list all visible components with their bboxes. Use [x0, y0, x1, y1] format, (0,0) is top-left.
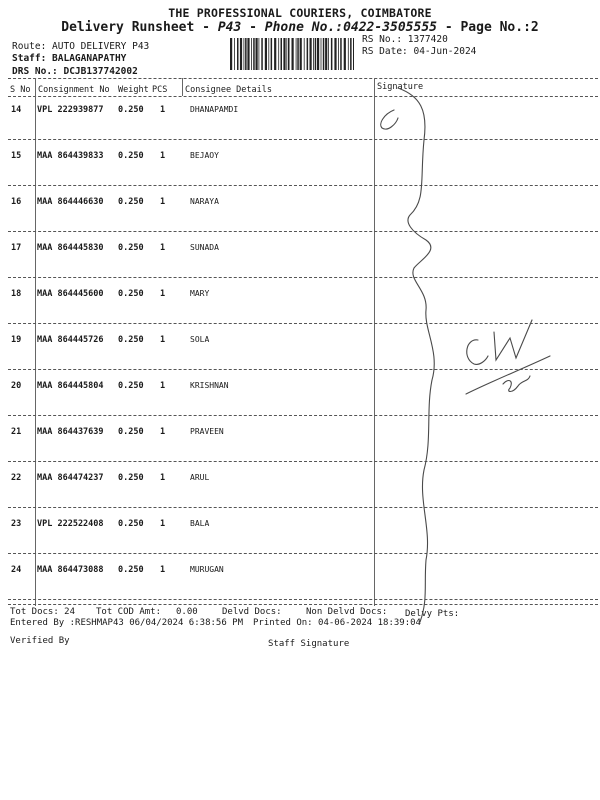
row-weight: 0.250	[118, 151, 144, 161]
barcode-bar	[350, 38, 352, 70]
runsheet-label: Delivery Runsheet -	[61, 20, 210, 35]
table-row	[0, 105, 600, 125]
barcode-bar	[297, 38, 299, 70]
row-weight: 0.250	[118, 243, 144, 253]
row-consignment-no: MAA 864445600	[37, 289, 104, 299]
barcode-bar	[259, 38, 260, 70]
barcode-bar	[281, 38, 283, 70]
row-pcs: 1	[160, 335, 166, 345]
row-separator	[8, 185, 598, 186]
barcode-bar	[237, 38, 239, 70]
table-top-rule	[8, 78, 598, 79]
row-separator	[8, 553, 598, 554]
row-consignee: ARUL	[190, 473, 210, 482]
barcode-bar	[292, 38, 294, 70]
phone-number: 0422-3505555	[343, 20, 437, 35]
row-sno: 18	[11, 289, 22, 299]
row-consignment-no: MAA 864446630	[37, 197, 104, 207]
barcode-bar	[256, 38, 258, 70]
staff-signature-label: Staff Signature	[268, 639, 350, 649]
barcode-bar	[240, 38, 242, 70]
row-consignee: DHANAPAMDI	[190, 105, 239, 114]
row-separator	[8, 599, 598, 600]
barcode-bar	[344, 38, 346, 70]
row-pcs: 1	[160, 473, 166, 483]
row-consignee: BEJAOY	[190, 151, 219, 160]
row-weight: 0.250	[118, 105, 144, 115]
row-consignment-no: MAA 864445726	[37, 335, 104, 345]
table-row	[0, 427, 600, 447]
barcode-bar	[230, 38, 232, 70]
barcode-image	[230, 38, 354, 70]
row-consignee: KRISHNAN	[190, 381, 229, 390]
barcode-bar	[283, 38, 285, 70]
col-header-consignment: Consignment No	[38, 85, 110, 95]
row-sno: 14	[11, 105, 22, 115]
barcode-bar	[286, 38, 287, 70]
row-weight: 0.250	[118, 473, 144, 483]
col-header-consignee: Consignee Details	[185, 85, 272, 95]
barcode-bar	[348, 38, 349, 70]
barcode-bar	[315, 38, 317, 70]
row-weight: 0.250	[118, 381, 144, 391]
barcode-bar	[244, 38, 245, 70]
row-separator	[8, 507, 598, 508]
entered-by: Entered By :RESHMAP43 06/04/2024 6:38:56 PM	[10, 618, 243, 628]
row-separator	[8, 277, 598, 278]
barcode-bar	[245, 38, 247, 70]
page-number: - Page No.:2	[444, 20, 539, 35]
row-consignee: BALA	[190, 519, 210, 528]
row-weight: 0.250	[118, 289, 144, 299]
row-sno: 23	[11, 519, 22, 529]
row-consignee: SUNADA	[190, 243, 219, 252]
row-pcs: 1	[160, 151, 166, 161]
barcode-bar	[300, 38, 302, 70]
row-pcs: 1	[160, 243, 166, 253]
barcode-bar	[251, 38, 252, 70]
barcode-bar	[271, 38, 273, 70]
row-sno: 24	[11, 565, 22, 575]
row-consignment-no: MAA 864474237	[37, 473, 104, 483]
table-row	[0, 243, 600, 263]
row-pcs: 1	[160, 105, 166, 115]
staff-label: Staff: BALAGANAPATHY	[12, 53, 127, 64]
rs-number: RS No.: 1377420	[362, 34, 448, 45]
company-title: THE PROFESSIONAL COURIERS, COIMBATORE	[168, 6, 432, 20]
row-consignment-no: MAA 864473088	[37, 565, 104, 575]
row-consignment-no: MAA 864445804	[37, 381, 104, 391]
row-separator	[8, 323, 598, 324]
row-sno: 21	[11, 427, 22, 437]
barcode-bar	[253, 38, 255, 70]
header-rule	[8, 96, 598, 97]
row-pcs: 1	[160, 519, 166, 529]
row-sno: 22	[11, 473, 22, 483]
barcode-bar	[334, 38, 336, 70]
barcode-bar	[261, 38, 263, 70]
row-weight: 0.250	[118, 197, 144, 207]
printed-on: Printed On: 04-06-2024 18:39:04	[253, 618, 421, 628]
table-row	[0, 519, 600, 539]
footer-rule	[8, 604, 598, 605]
row-sno: 20	[11, 381, 22, 391]
barcode-bar	[338, 38, 339, 70]
runsheet-heading: Delivery Runsheet - P43 - Phone No.:0422-3505555 - Page No.:2	[61, 20, 539, 35]
barcode-bar	[310, 38, 312, 70]
barcode-bar	[234, 38, 235, 70]
row-pcs: 1	[160, 289, 166, 299]
barcode-bar	[353, 38, 354, 70]
runsheet-code: P43	[217, 20, 242, 35]
rs-date: RS Date: 04-Jun-2024	[362, 46, 477, 57]
row-sno: 16	[11, 197, 22, 207]
table-row	[0, 565, 600, 585]
row-consignee: PRAVEEN	[190, 427, 224, 436]
row-consignment-no: VPL 222939877	[37, 105, 104, 115]
barcode-bar	[274, 38, 276, 70]
row-consignee: SOLA	[190, 335, 210, 344]
row-consignment-no: VPL 222522408	[37, 519, 104, 529]
row-sno: 17	[11, 243, 22, 253]
row-separator	[8, 461, 598, 462]
barcode-bar	[313, 38, 314, 70]
barcode-bar	[325, 38, 327, 70]
row-pcs: 1	[160, 381, 166, 391]
row-separator	[8, 415, 598, 416]
row-consignee: MARY	[190, 289, 210, 298]
row-weight: 0.250	[118, 519, 144, 529]
col-header-pcs: PCS	[152, 85, 168, 95]
row-consignment-no: MAA 864445830	[37, 243, 104, 253]
barcode-bar	[340, 38, 342, 70]
row-sno: 19	[11, 335, 22, 345]
row-pcs: 1	[160, 197, 166, 207]
table-row	[0, 289, 600, 309]
total-cod-value: 0.00	[176, 607, 198, 617]
row-weight: 0.250	[118, 427, 144, 437]
row-consignment-no: MAA 864437639	[37, 427, 104, 437]
table-row	[0, 381, 600, 401]
delivery-points: Delvy Pts:	[405, 609, 460, 619]
row-pcs: 1	[160, 427, 166, 437]
col-header-sno: S No	[10, 85, 31, 95]
col-header-signature: Signature	[377, 82, 424, 92]
total-cod-label: Tot COD Amt:	[96, 607, 162, 617]
verified-by-label: Verified By	[10, 636, 70, 646]
row-sno: 15	[11, 151, 22, 161]
barcode-bar	[321, 38, 322, 70]
delivered-docs: Delvd Docs:	[222, 607, 282, 617]
barcode-bar	[331, 38, 333, 70]
row-consignment-no: MAA 864439833	[37, 151, 104, 161]
barcode-bar	[288, 38, 290, 70]
row-separator	[8, 231, 598, 232]
row-separator	[8, 369, 598, 370]
barcode-bar	[265, 38, 267, 70]
barcode-bar	[268, 38, 269, 70]
row-weight: 0.250	[118, 565, 144, 575]
table-row	[0, 197, 600, 217]
barcode-bar	[323, 38, 325, 70]
non-delivered-docs: Non Delvd Docs:	[306, 607, 388, 617]
row-pcs: 1	[160, 565, 166, 575]
barcode-bar	[296, 38, 297, 70]
phone-label: Phone No.:	[264, 20, 344, 35]
col-header-weight: Weight	[118, 85, 149, 95]
row-separator	[8, 139, 598, 140]
barcode-bar	[278, 38, 279, 70]
route-label: Route: AUTO DELIVERY P43	[12, 41, 150, 52]
table-row	[0, 151, 600, 171]
table-row	[0, 473, 600, 493]
barcode-bar	[304, 38, 305, 70]
total-docs: Tot Docs: 24	[10, 607, 76, 617]
barcode-bar	[247, 38, 249, 70]
barcode-bar	[328, 38, 329, 70]
row-consignee: NARAYA	[190, 197, 219, 206]
barcode-bar	[307, 38, 309, 70]
column-divider	[182, 78, 183, 96]
row-weight: 0.250	[118, 335, 144, 345]
table-row	[0, 335, 600, 355]
drs-number: DRS No.: DCJB137742002	[12, 66, 138, 77]
row-consignee: MURUGAN	[190, 565, 224, 574]
barcode-bar	[317, 38, 319, 70]
